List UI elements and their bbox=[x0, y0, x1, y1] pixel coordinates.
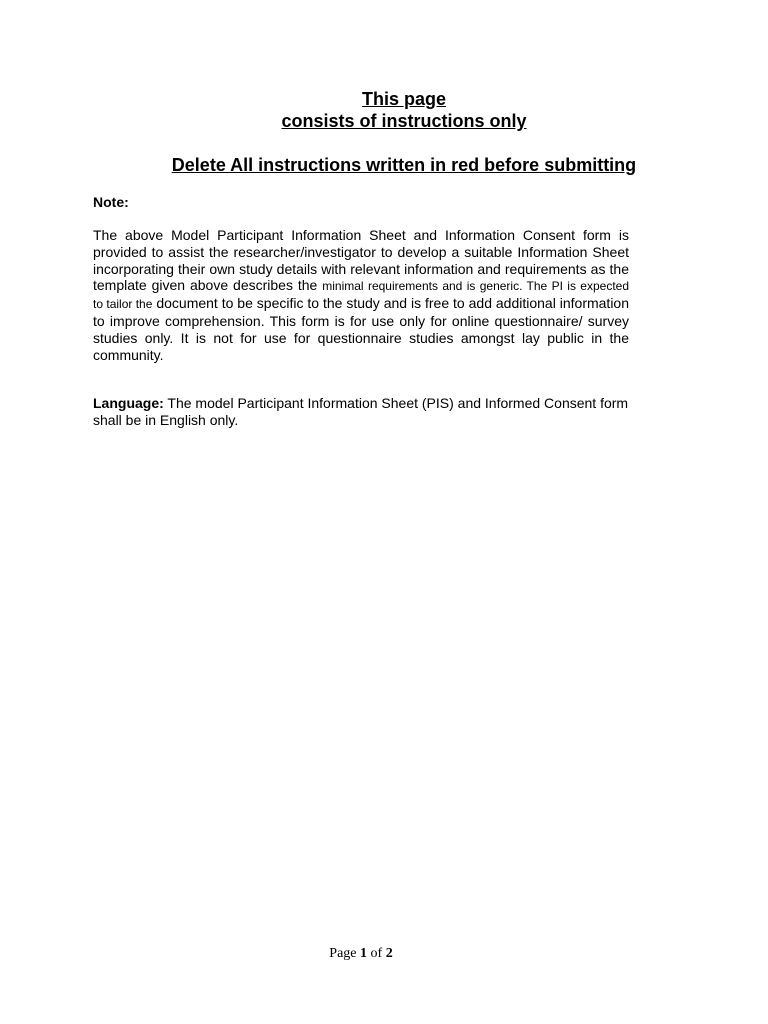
footer-of-word: of bbox=[367, 946, 386, 961]
page-title-line-1 bbox=[20, 88, 768, 110]
title-text-this-page: This page bbox=[361, 89, 446, 109]
footer-current-page: 1 bbox=[360, 946, 368, 961]
note-text-part-1: The above Model Participant Information Sheet and Information Consent form is provided to assist the researcher/investigator to develop a suitable Information Sheet incorporating their own study details with relevant information and requirements as the template given above describes the bbox=[93, 227, 629, 294]
note-text-part-2: document to be specific to the study and is free to add additional information to improve comprehension. This form is for use only for online questionnaire/ survey studies only. It is not for use for questionnaire studies amongst lay public in the community. bbox=[93, 295, 629, 363]
language-paragraph bbox=[93, 395, 633, 429]
page-footer bbox=[0, 945, 722, 963]
footer-total-pages: 2 bbox=[385, 946, 393, 961]
title-text-instructions-only: consists of instructions only bbox=[281, 111, 527, 131]
page-title-line-2 bbox=[20, 110, 768, 132]
title-text-delete-instructions: Delete All instructions written in red before submitting bbox=[171, 155, 637, 175]
footer-page-word: Page bbox=[329, 946, 361, 961]
note-paragraph bbox=[93, 227, 629, 363]
note-label: Note: bbox=[93, 194, 129, 210]
page-title-line-3 bbox=[20, 154, 768, 176]
note-text-small: minimal requirements and is generic. The PI is expected to tailor the bbox=[93, 279, 630, 312]
language-label: Language: bbox=[93, 395, 164, 411]
language-text: The model Participant Information Sheet (PIS) and Informed Consent form shall be in English only. bbox=[93, 395, 629, 428]
